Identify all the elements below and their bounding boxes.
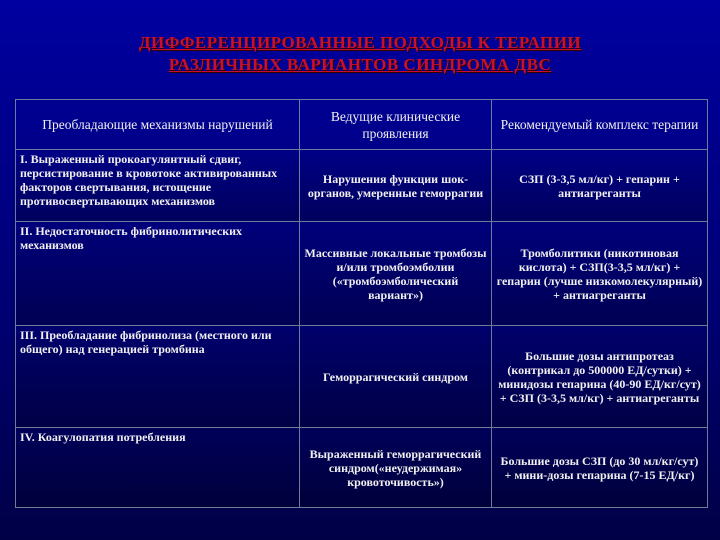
mechanism-cell: IV. Коагулопатия потребления bbox=[16, 428, 300, 508]
slide-title bbox=[0, 32, 720, 76]
therapy-cell: Большие дозы антипротеаз (контрикал до 500000 ЕД/сутки) + минидозы гепарина (40-90 ЕД/кг/сут) + СЗП (3-3,5 мл/кг) + антиагреганты bbox=[492, 326, 708, 428]
table-row bbox=[16, 222, 708, 326]
manifestation-cell: Массивные локальные тромбозы и/или тромбоэмболии («тромбоэмболический вариант») bbox=[300, 222, 492, 326]
mechanism-cell: I. Выраженный прокоагулянтный сдвиг, персистирование в кровотоке активированных факторов свертывания, истощение противосвертывающих механизмов bbox=[16, 150, 300, 222]
manifestation-cell: Выраженный геморрагический синдром(«неудержимая» кровоточивость») bbox=[300, 428, 492, 508]
header-therapy: Рекомендуемый комплекс терапии bbox=[492, 100, 708, 150]
table-header-row bbox=[16, 100, 708, 150]
manifestation-cell: Нарушения функции шок-органов, умеренные геморрагии bbox=[300, 150, 492, 222]
table-row bbox=[16, 326, 708, 428]
therapy-table bbox=[15, 99, 708, 508]
slide-title-line-1: ДИФФЕРЕНЦИРОВАННЫЕ ПОДХОДЫ К ТЕРАПИИ bbox=[138, 33, 582, 52]
mechanism-cell: II. Недостаточность фибринолитических механизмов bbox=[16, 222, 300, 326]
slide-title-line-2: РАЗЛИЧНЫХ ВАРИАНТОВ СИНДРОМА ДВС bbox=[168, 55, 552, 74]
table-row bbox=[16, 150, 708, 222]
mechanism-cell: III. Преобладание фибринолиза (местного или общего) над генерацией тромбина bbox=[16, 326, 300, 428]
header-manifestations: Ведущие клинические проявления bbox=[300, 100, 492, 150]
manifestation-cell: Геморрагический синдром bbox=[300, 326, 492, 428]
table-row bbox=[16, 428, 708, 508]
therapy-cell: Большие дозы СЗП (до 30 мл/кг/сут) + мини-дозы гепарина (7-15 ЕД/кг) bbox=[492, 428, 708, 508]
therapy-cell: СЗП (3-3,5 мл/кг) + гепарин + антиагреганты bbox=[492, 150, 708, 222]
therapy-cell: Тромболитики (никотиновая кислота) + СЗП(3-3,5 мл/кг) + гепарин (лучше низкомолекулярный) + антиагреганты bbox=[492, 222, 708, 326]
header-mechanisms: Преобладающие механизмы нарушений bbox=[16, 100, 300, 150]
